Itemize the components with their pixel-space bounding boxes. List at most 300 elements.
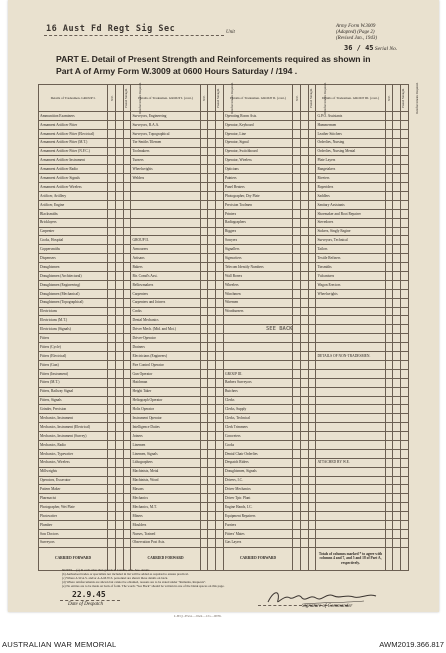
posted-cell (115, 183, 123, 192)
trade-label (316, 494, 385, 503)
reinf-cell (123, 165, 131, 174)
trade-label: Mechanics, Typewriter (39, 449, 108, 458)
reinf-cell (123, 476, 131, 485)
trade-label: Mechanics, Wireless (39, 458, 108, 467)
we-cell (108, 352, 116, 361)
posted-cell (300, 405, 308, 414)
we-cell (108, 138, 116, 147)
trade-label: Dental Mechanics (131, 316, 200, 325)
reinf-cell (308, 156, 316, 165)
we-cell (108, 263, 116, 272)
reinf-cell (401, 227, 409, 236)
trade-label: Signallers (223, 245, 292, 254)
we-cell (200, 174, 208, 183)
table-row (39, 325, 409, 334)
table-row (39, 254, 409, 263)
posted-cell (208, 307, 216, 316)
reinf-cell (401, 200, 409, 209)
we-cell (200, 120, 208, 129)
we-cell (200, 387, 208, 396)
posted-cell (393, 360, 401, 369)
posted-cell (393, 236, 401, 245)
reinf-cell (401, 280, 409, 289)
serial-label: Serial No. (374, 46, 398, 52)
we-cell (385, 120, 393, 129)
trade-label (131, 209, 200, 218)
we-cell (293, 396, 301, 405)
posted-cell (393, 512, 401, 521)
carried-forward-cell (115, 547, 123, 570)
col-header-group1-cont: Details of Tradesmen. GROUP I. (cont.) (131, 85, 200, 112)
we-cell (385, 325, 393, 334)
reinf-cell (216, 298, 224, 307)
we-cell (293, 440, 301, 449)
trade-label: Fitters, Railway Signal (39, 387, 108, 396)
trade-label: Clerks, Technical (223, 414, 292, 423)
trade-label (316, 529, 385, 538)
reinf-cell (308, 334, 316, 343)
reinf-cell (401, 245, 409, 254)
we-cell (108, 423, 116, 432)
posted-cell (393, 165, 401, 174)
table-row (39, 138, 409, 147)
we-cell (200, 200, 208, 209)
date-label: Date of Despatch (68, 602, 103, 607)
reinf-cell (308, 369, 316, 378)
trade-label: Draughtsmen (Topographical) (39, 298, 108, 307)
reinf-cell (308, 129, 316, 138)
table-row (39, 494, 409, 503)
posted-cell (208, 129, 216, 138)
reinf-cell (123, 209, 131, 218)
reinf-cell (123, 334, 131, 343)
reinf-cell (308, 538, 316, 547)
we-cell (385, 449, 393, 458)
reinf-cell (216, 316, 224, 325)
trade-label: Mechanics, Instrument (Electrical) (39, 423, 108, 432)
we-cell (293, 147, 301, 156)
we-cell (385, 414, 393, 423)
col-header-reinf: Reinforcements Required. (401, 85, 409, 112)
we-cell (200, 245, 208, 254)
reinf-cell (401, 192, 409, 201)
trade-label: Bakers (131, 263, 200, 272)
posted-cell (393, 485, 401, 494)
trade-label (223, 360, 292, 369)
trade-label: Precision Toolmen (223, 200, 292, 209)
form-ref-line1: Army Form W.3009 (336, 24, 376, 29)
we-cell (385, 503, 393, 512)
trade-label (316, 414, 385, 423)
we-cell (108, 538, 116, 547)
trade-label: Photographer, Wet Plate (39, 503, 108, 512)
posted-cell (393, 405, 401, 414)
we-cell (108, 112, 116, 121)
we-cell (385, 200, 393, 209)
posted-cell (393, 458, 401, 467)
reinf-cell (216, 529, 224, 538)
reinf-cell (308, 147, 316, 156)
note-line: NOTES.—(a) In each other than guards in Canada, A.G. See. details (62, 568, 150, 572)
reinf-cell (123, 129, 131, 138)
trade-label: Hatchman (131, 378, 200, 387)
trade-label: Surveyors, Engineering (131, 112, 200, 121)
reinf-cell (308, 120, 316, 129)
posted-cell (115, 529, 123, 538)
trade-label: Armament Artificer Fitter (39, 120, 108, 129)
trade-label: Millwrights (39, 467, 108, 476)
carried-forward-cell (393, 547, 401, 570)
posted-cell (115, 352, 123, 361)
col-header-reinf: Reinforcements Required. (216, 85, 224, 112)
trade-label (316, 405, 385, 414)
reinf-cell (308, 352, 316, 361)
we-cell (108, 174, 116, 183)
reinf-cell (401, 414, 409, 423)
we-cell (385, 209, 393, 218)
posted-cell (393, 227, 401, 236)
unit-value: 16 Aust Fd Regt Sig Sec (46, 24, 176, 34)
we-cell (200, 183, 208, 192)
we-cell (108, 378, 116, 387)
watermark-left: AUSTRALIAN WAR MEMORIAL (2, 640, 117, 649)
trade-label: Armament Artificer Instrument (39, 156, 108, 165)
table-row (39, 512, 409, 521)
we-cell (293, 538, 301, 547)
reinf-cell (216, 280, 224, 289)
posted-cell (115, 467, 123, 476)
reinf-cell (308, 520, 316, 529)
reinf-cell (308, 396, 316, 405)
trade-label: Operating Room Asts. (223, 112, 292, 121)
we-cell (385, 129, 393, 138)
trade-label: Bricklayers (39, 218, 108, 227)
reinf-cell (123, 414, 131, 423)
we-cell (108, 289, 116, 298)
posted-cell (300, 387, 308, 396)
posted-cell (300, 245, 308, 254)
posted-cell (300, 129, 308, 138)
carried-forward-cell (300, 547, 308, 570)
reinf-cell (123, 432, 131, 441)
trade-label: Fitters' Mates (223, 529, 292, 538)
posted-cell (300, 120, 308, 129)
posted-cell (115, 494, 123, 503)
posted-cell (300, 396, 308, 405)
reinf-cell (216, 432, 224, 441)
we-cell (108, 325, 116, 334)
posted-cell (300, 263, 308, 272)
we-cell (108, 209, 116, 218)
col-header-reinf: Reinforcements Required. (123, 85, 131, 112)
we-cell (293, 263, 301, 272)
trade-label (316, 432, 385, 441)
table-row (39, 236, 409, 245)
we-cell (200, 396, 208, 405)
trade-label: Despatch Riders (223, 458, 292, 467)
reinf-cell (401, 369, 409, 378)
we-cell (293, 520, 301, 529)
we-cell (293, 503, 301, 512)
form-ref-line2: (Adapted) (Page 2) (336, 30, 375, 35)
we-cell (293, 129, 301, 138)
we-cell (385, 236, 393, 245)
reinf-cell (401, 360, 409, 369)
posted-cell (300, 307, 308, 316)
trade-label: Fitters (Gun) (39, 360, 108, 369)
reinf-cell (401, 307, 409, 316)
trade-label: Sanitary Assistants (316, 200, 385, 209)
we-cell (293, 325, 301, 334)
reinf-cell (308, 138, 316, 147)
we-cell (108, 316, 116, 325)
reinf-cell (123, 387, 131, 396)
we-cell (385, 432, 393, 441)
reinf-cell (308, 218, 316, 227)
posted-cell (393, 200, 401, 209)
trade-label: Vulcanisers (316, 272, 385, 281)
posted-cell (393, 423, 401, 432)
trade-label: Roperiders (316, 183, 385, 192)
carried-forward-cell (308, 547, 316, 570)
we-cell (293, 369, 301, 378)
trade-label (316, 316, 385, 325)
trade-label: Pattern Maker (39, 485, 108, 494)
we-cell (200, 369, 208, 378)
reinf-cell (123, 192, 131, 201)
reinf-cell (216, 414, 224, 423)
table-row (39, 263, 409, 272)
trade-label: Dispensers (39, 254, 108, 263)
posted-cell (393, 369, 401, 378)
posted-cell (115, 360, 123, 369)
posted-cell (393, 414, 401, 423)
we-cell (293, 467, 301, 476)
posted-cell (393, 245, 401, 254)
posted-cell (115, 414, 123, 423)
trade-label: Grinder, Precision (39, 405, 108, 414)
trade-label: Tailors (316, 245, 385, 254)
reinf-cell (401, 174, 409, 183)
trade-label (316, 396, 385, 405)
trade-label: Surveyors, R.A.A. (131, 120, 200, 129)
reinf-cell (123, 512, 131, 521)
reinf-cell (216, 112, 224, 121)
posted-cell (208, 520, 216, 529)
trade-label: Linemen, Signals (131, 449, 200, 458)
table-row (39, 227, 409, 236)
table-row (39, 387, 409, 396)
reinf-cell (123, 423, 131, 432)
table-row (39, 200, 409, 209)
posted-cell (115, 387, 123, 396)
trade-label: Heliograph Operator (131, 396, 200, 405)
table-row (39, 245, 409, 254)
reinf-cell (308, 503, 316, 512)
trade-label: Mechanics, Radio (39, 440, 108, 449)
we-cell (293, 494, 301, 503)
trade-label: Masons (131, 485, 200, 494)
we-cell (385, 512, 393, 521)
reinf-cell (401, 236, 409, 245)
reinf-cell (123, 352, 131, 361)
reinf-cell (216, 289, 224, 298)
we-cell (200, 458, 208, 467)
posted-cell (208, 192, 216, 201)
reinf-cell (308, 360, 316, 369)
we-cell (200, 334, 208, 343)
trade-label: Electricians (Engineers) (131, 352, 200, 361)
posted-cell (393, 156, 401, 165)
we-cell (200, 423, 208, 432)
posted-cell (208, 414, 216, 423)
we-cell (200, 494, 208, 503)
posted-cell (393, 432, 401, 441)
trade-label: Welders (131, 174, 200, 183)
trade-label: Rangetakers (316, 165, 385, 174)
posted-cell (300, 352, 308, 361)
table-row (39, 183, 409, 192)
reinf-cell (308, 458, 316, 467)
trade-label (316, 538, 385, 547)
reinf-cell (123, 218, 131, 227)
we-cell (293, 245, 301, 254)
posted-cell (208, 138, 216, 147)
reinf-cell (308, 227, 316, 236)
carried-forward-label: CARRIED FORWARD (39, 547, 108, 570)
trade-label: Cooks (223, 440, 292, 449)
posted-cell (300, 272, 308, 281)
trade-label: Gun Operator (131, 369, 200, 378)
posted-cell (300, 432, 308, 441)
we-cell (200, 298, 208, 307)
reinf-cell (216, 263, 224, 272)
posted-cell (300, 280, 308, 289)
we-cell (293, 156, 301, 165)
trade-label: Ammunition Examiners (39, 112, 108, 121)
trade-label: Stokers, Singly Engine (316, 227, 385, 236)
we-cell (200, 165, 208, 174)
trade-label: Sawyers (223, 236, 292, 245)
trade-label (131, 192, 200, 201)
we-cell (200, 503, 208, 512)
we-cell (108, 520, 116, 529)
we-cell (108, 432, 116, 441)
posted-cell (300, 485, 308, 494)
posted-cell (393, 289, 401, 298)
table-row (39, 485, 409, 494)
we-cell (108, 218, 116, 227)
posted-cell (115, 138, 123, 147)
reinf-cell (123, 378, 131, 387)
reinf-cell (308, 325, 316, 334)
reinf-cell (216, 343, 224, 352)
trade-label: Pharmacist (39, 494, 108, 503)
reinf-cell (216, 120, 224, 129)
posted-cell (393, 174, 401, 183)
posted-cell (393, 183, 401, 192)
trade-label: Armourers (131, 245, 200, 254)
posted-cell (115, 503, 123, 512)
posted-cell (115, 147, 123, 156)
table-row (39, 432, 409, 441)
reinf-cell (308, 467, 316, 476)
table-row (39, 360, 409, 369)
we-cell (108, 200, 116, 209)
table-row (39, 405, 409, 414)
we-cell (385, 192, 393, 201)
trade-label (316, 520, 385, 529)
reinf-cell (123, 503, 131, 512)
posted-cell (208, 156, 216, 165)
we-cell (293, 138, 301, 147)
posted-cell (393, 467, 401, 476)
trade-label: Tinsmiths (316, 263, 385, 272)
table-row (39, 174, 409, 183)
we-cell (108, 405, 116, 414)
posted-cell (115, 174, 123, 183)
trade-label: Armament Artificer Signals (39, 174, 108, 183)
posted-cell (300, 458, 308, 467)
trade-label: Opticians (223, 165, 292, 174)
reinf-cell (123, 156, 131, 165)
we-cell (108, 467, 116, 476)
we-cell (293, 192, 301, 201)
posted-cell (208, 494, 216, 503)
reinf-cell (123, 325, 131, 334)
posted-cell (115, 316, 123, 325)
trade-label: Fitters (Cycle) (39, 343, 108, 352)
trade-label (223, 343, 292, 352)
we-cell (293, 387, 301, 396)
reinf-cell (123, 369, 131, 378)
reinf-cell (401, 147, 409, 156)
we-cell (108, 503, 116, 512)
trade-label: Driver Tptr. Plant (223, 494, 292, 503)
trade-label: Plate Layers (316, 156, 385, 165)
table-row (39, 440, 409, 449)
form-page (8, 0, 439, 618)
reinf-cell (308, 165, 316, 174)
trade-label: Hammermen (316, 120, 385, 129)
trade-label: GROUP II. (131, 236, 200, 245)
reinf-cell (123, 405, 131, 414)
posted-cell (300, 538, 308, 547)
trade-label: Fitters (Instrument) (39, 369, 108, 378)
reinf-cell (308, 423, 316, 432)
reinf-cell (401, 254, 409, 263)
reinf-cell (216, 138, 224, 147)
we-cell (293, 298, 301, 307)
reinf-cell (123, 254, 131, 263)
reinf-cell (401, 343, 409, 352)
posted-cell (300, 414, 308, 423)
trade-label: Cooks (131, 307, 200, 316)
we-cell (385, 307, 393, 316)
we-cell (385, 538, 393, 547)
reinf-cell (401, 396, 409, 405)
we-cell (200, 218, 208, 227)
posted-cell (115, 432, 123, 441)
trade-label: DETAILS OF NON-TRADESMEN. (316, 352, 385, 361)
we-cell (200, 325, 208, 334)
carried-forward-cell (216, 547, 224, 570)
trade-label: Surveyors (39, 538, 108, 547)
trade-label: Operator, Wireless (223, 156, 292, 165)
we-cell (200, 405, 208, 414)
trade-label: Gas Layers (223, 538, 292, 547)
posted-cell (393, 209, 401, 218)
